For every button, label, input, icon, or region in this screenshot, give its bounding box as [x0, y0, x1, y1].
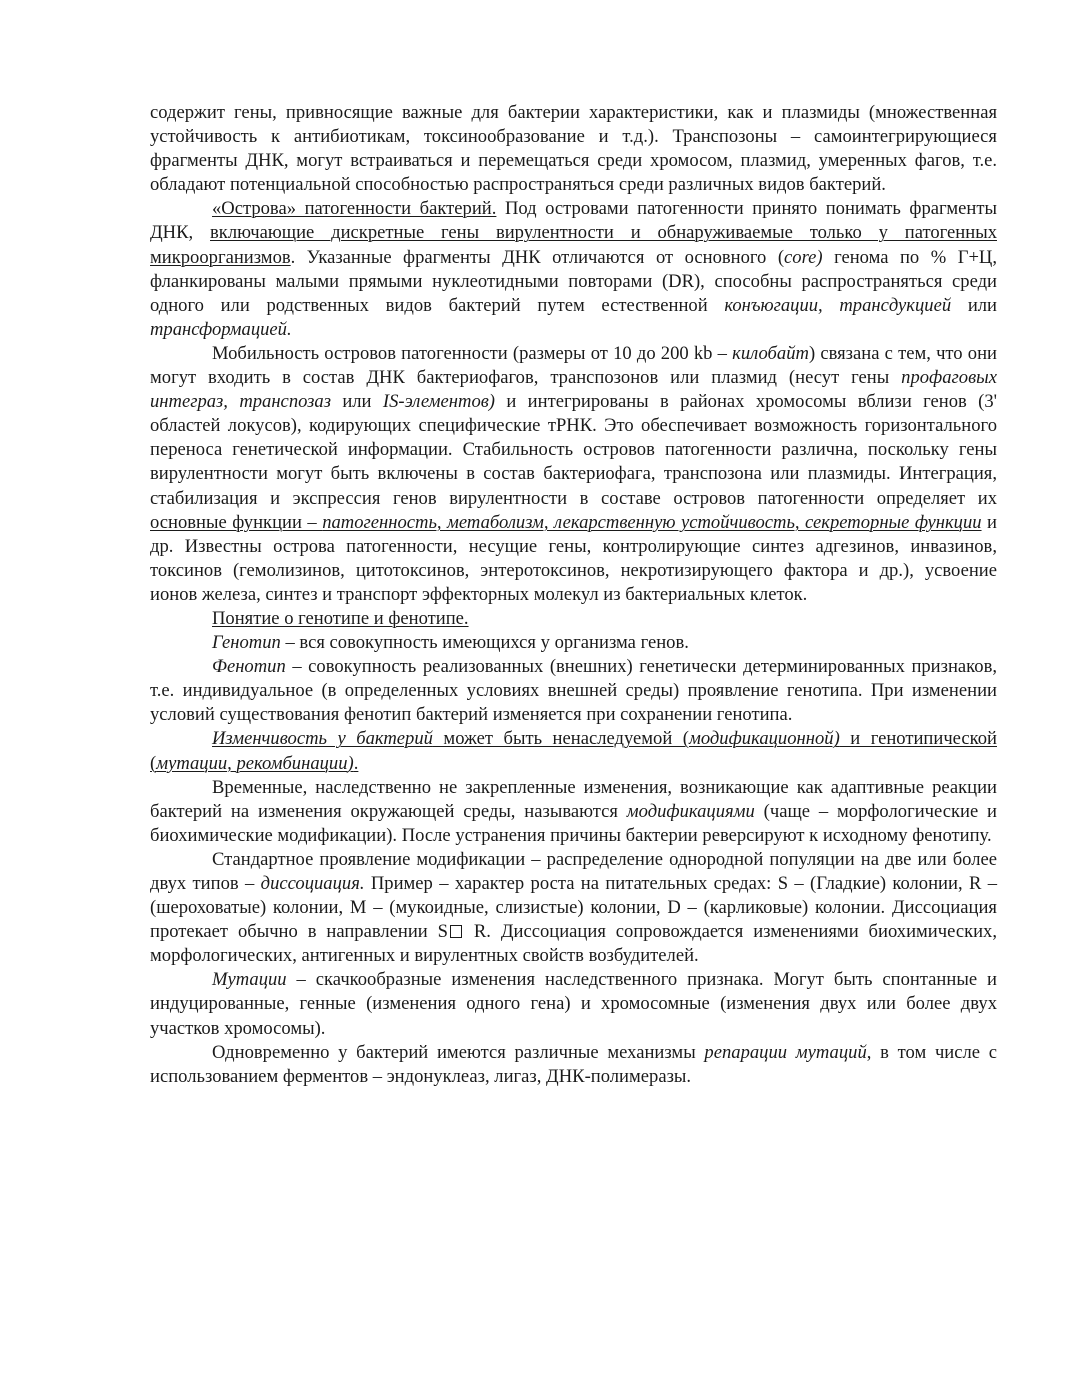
text: Под островами патогенности принято понимать фрагменты ДНК, [150, 198, 997, 244]
italic-term: Мутации [212, 969, 287, 991]
underlined-text: может быть ненаследуемой ( [432, 728, 689, 750]
paragraph-variability [150, 727, 997, 775]
italic-term: трансформацией. [150, 318, 292, 340]
paragraph-phenotype [150, 655, 997, 727]
text: – совокупность реализованных (внешних) генетически детерминированных признаков, т.е. индивидуальное (в определенных условиях внешней среды) проявление генотипа. При изменении условий существования фенотип бактерий изменяется при сохранении генотипа. [150, 656, 997, 726]
document-page [150, 101, 997, 1089]
text: – скачкообразные изменения наследственного признака. Могут быть спонтанные и индуцированные, генные (изменения одного гена) и хромосомные (изменения двух или более двух участков хромосомы). [150, 969, 997, 1039]
text: содержит гены, привносящие важные для бактерии характеристики, как и плазмиды (множественная устойчивость к антибиотикам, токсинообразование и т.д.). Транспозоны – самоинтегрирующиеся фрагменты ДНК, могут встраиваться и перемещаться среди хромосом, плазмид, умеренных фагов, т.е. обладают потенциальной способностью распространяться среди различных видов бактерий. [150, 102, 997, 196]
paragraph-dissociation [150, 848, 997, 968]
italic-term: килобайт [732, 342, 809, 364]
italic-term: модификациями [626, 800, 755, 822]
text: генома по % Г+Ц, фланкированы малыми прямыми нуклеотидными повторами (DR), способны распространяться среди одного или родственных видов бактерий путем естественной [150, 246, 998, 316]
underlined-text: и генотипической ( [150, 728, 997, 774]
underlined-text: . [353, 752, 359, 774]
text: Стандартное проявление модификации – распределение однородной популяции на две или более двух типов – [150, 848, 997, 894]
paragraph-transposons [150, 101, 997, 197]
text: ) связана с тем, что они могут входить в состав ДНК бактериофагов, транспозонов или плазмид (несут гены [150, 342, 997, 389]
paragraph-repair [150, 1041, 997, 1089]
italic-term: core) [784, 246, 823, 268]
paragraph-genotype-heading [150, 607, 997, 631]
text: (чаще – морфологические и биохимические модификации). После устранения причины бактерии реверсируют к исходному фенотипу. [150, 800, 997, 846]
section-heading: Понятие о генотипе и фенотипе. [212, 607, 469, 629]
underlined-text: включающие дискретные гены вирулентности и обнаруживаемые только у патогенных микроорганизмов [150, 222, 997, 268]
paragraph-pathogenicity-islands [150, 197, 997, 342]
paragraph-genotype [150, 631, 997, 655]
text: R. Диссоциация сопровождается изменениями биохимических, морфологических, антигенных и вирулентных свойств возбудителей. [150, 921, 998, 967]
text: . Указанные фрагменты ДНК отличаются от основного ( [290, 246, 785, 268]
section-heading: «Острова» патогенности бактерий. [212, 198, 497, 220]
text: и интегрированы в районах хромосомы вблизи генов (3' областей локусов), кодирующих специфические тРНК. Это обеспечивает возможность горизонтального переноса генетической информации. Стабильность островов патогенности различна, поскольку гены вирулентности могут быть включены в состав бактериофага, транспозона или плазмиды. Интеграция, стабилизация и экспрессия генов вирулентности в составе островов патогенности определяет их [150, 391, 997, 509]
text: или [330, 391, 383, 413]
missing-glyph-icon [450, 925, 462, 938]
text: и др. Известны острова патогенности, несущие гены, контролирующие синтез адгезинов, инвазинов, токсинов (гемолизинов, цитотоксинов, энтеротоксинов, некротизирующего фактора и др.), усвоение ионов железа, синтез и транспорт эффекторных молекул из бактериальных клеток. [150, 511, 997, 605]
underlined-italic-text: Изменчивость у бактерий [212, 728, 433, 750]
italic-term: IS-элементов) [382, 391, 495, 413]
text: Временные, наследственно не закрепленные изменения, возникающие как адаптивные реакции бактерий на изменения окружающей среды, называются [150, 776, 997, 822]
text: Одновременно у бактерий имеются различные механизмы [212, 1041, 705, 1063]
paragraph-mutations [150, 968, 997, 1040]
paragraph-modifications [150, 776, 997, 848]
text: или [951, 294, 997, 316]
paragraph-mobility [150, 342, 997, 607]
underlined-italic-text: мутации, рекомбинации) [156, 752, 354, 774]
text: Пример – характер роста на питательных средах: S – (Гладкие) колонии, R – (шероховатые) колонии, M – (мукоидные, слизистые) колонии, D – (карликовые) колонии. Диссоциация протекает обычно в направлении S [150, 873, 997, 943]
underlined-italic-text: модификационной) [688, 728, 840, 750]
italic-term: профаговых интеграз, транспозаз [150, 367, 997, 413]
text: – вся совокупность имеющихся у организма генов. [280, 632, 689, 654]
italic-term: Фенотип [212, 656, 286, 678]
text: Мобильность островов патогенности (размеры от 10 до 200 kb – [212, 342, 733, 364]
italic-term: Генотип [212, 632, 281, 654]
italic-term: диссоциация. [260, 873, 365, 894]
italic-term: репарации мутаций [704, 1041, 867, 1063]
underlined-italic-text: патогенность, метаболизм, лекарственную устойчивость, секреторные функции [322, 511, 982, 533]
text: , в том числе с использованием ферментов – эндонуклеаз, лигаз, ДНК-полимеразы. [150, 1041, 998, 1087]
italic-term: конъюгации, трансдукцией [724, 294, 952, 316]
underlined-text: основные функции – [150, 511, 323, 533]
